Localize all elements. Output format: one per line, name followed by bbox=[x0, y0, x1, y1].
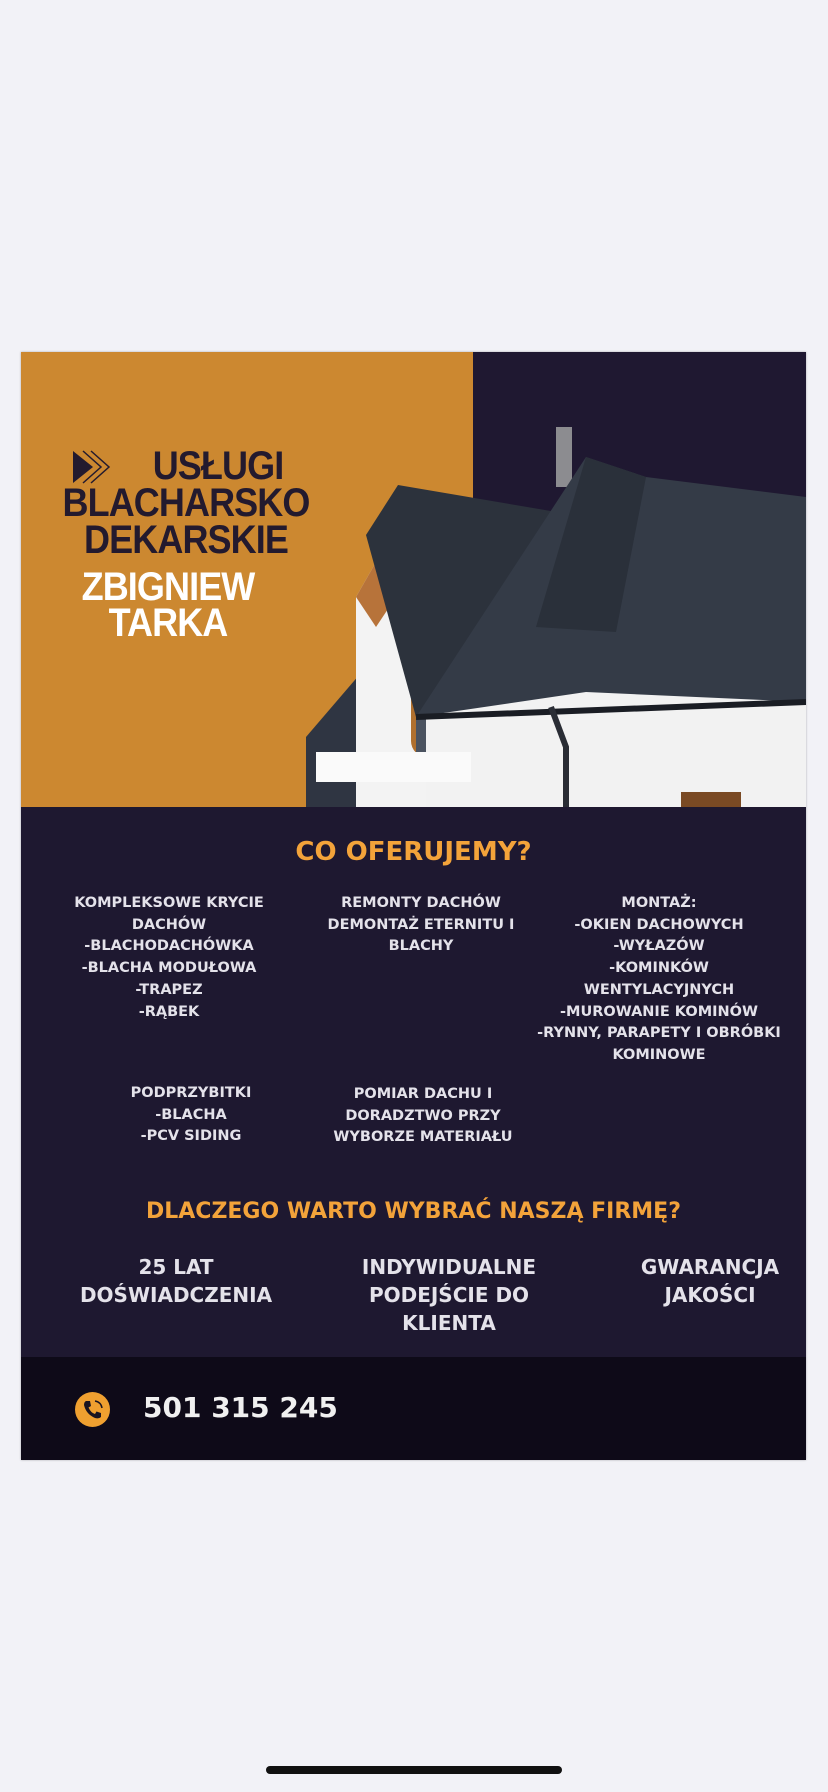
offer-line: -RĄBEK bbox=[138, 1003, 200, 1020]
home-indicator[interactable] bbox=[266, 1766, 562, 1774]
offer-line: -TRAPEZ bbox=[135, 981, 203, 998]
offer-line: -MUROWANIE KOMINÓW bbox=[560, 1003, 758, 1020]
offer-item-roofing bbox=[44, 893, 294, 1023]
offer-line: -BLACHODACHÓWKA bbox=[84, 938, 254, 955]
why-line: DOŚWIADCZENIA bbox=[79, 1283, 273, 1307]
phone-icon bbox=[75, 1392, 110, 1427]
offer-line: -KOMINKÓW bbox=[609, 960, 709, 977]
why-line: GWARANCJA bbox=[640, 1255, 780, 1279]
why-line: KLIENTA bbox=[402, 1311, 496, 1335]
offer-line: -WYŁAZÓW bbox=[613, 938, 705, 955]
offer-line: -PCV SIDING bbox=[140, 1128, 242, 1145]
why-item-experience bbox=[56, 1253, 296, 1309]
offer-line: WENTYLACYJNYCH bbox=[583, 981, 735, 998]
offer-line: PODPRZYBITKI bbox=[130, 1085, 252, 1101]
offer-line: -BLACHA MODUŁOWA bbox=[81, 960, 257, 977]
offer-heading: CO OFERUJEMY? bbox=[295, 837, 532, 867]
house-image bbox=[306, 417, 806, 807]
offer-item-repairs bbox=[296, 893, 546, 958]
why-item-individual bbox=[329, 1253, 569, 1337]
offer-line: DEMONTAŻ ETERNITU I bbox=[327, 916, 515, 933]
offer-line: REMONTY DACHÓW bbox=[341, 895, 501, 911]
offer-item-installation bbox=[524, 893, 794, 1067]
phone-number[interactable]: 501 315 245 bbox=[143, 1391, 338, 1424]
owner-last-name: TARKA bbox=[108, 601, 228, 645]
offer-line: KOMPLEKSOWE KRYCIE bbox=[74, 895, 264, 911]
offer-item-soffits bbox=[66, 1083, 316, 1148]
offer-item-measurement bbox=[298, 1084, 548, 1149]
why-line: JAKOŚCI bbox=[664, 1283, 756, 1307]
title-line-1: USŁUGI bbox=[152, 444, 284, 488]
title-line-2: BLACHARSKO bbox=[62, 481, 310, 525]
offer-line: DORADZTWO PRZY bbox=[345, 1107, 501, 1124]
offer-line: MONTAŻ: bbox=[621, 895, 697, 911]
why-line: 25 LAT bbox=[138, 1255, 214, 1279]
owner-first-name: ZBIGNIEW bbox=[81, 565, 255, 609]
offer-line: WYBORZE MATERIAŁU bbox=[333, 1129, 513, 1146]
offer-line: -BLACHA bbox=[155, 1106, 227, 1123]
offer-line: POMIAR DACHU I bbox=[353, 1086, 493, 1102]
offer-line: KOMINOWE bbox=[612, 1046, 706, 1063]
why-line: INDYWIDUALNE bbox=[361, 1255, 537, 1279]
offer-line: -RYNNY, PARAPETY I OBRÓBKI bbox=[537, 1025, 781, 1042]
flyer bbox=[21, 352, 806, 1460]
why-line: PODEJŚCIE DO bbox=[368, 1283, 530, 1307]
offer-line: BLACHY bbox=[388, 938, 454, 955]
offer-line: DACHÓW bbox=[131, 916, 207, 933]
title-line-3: DEKARSKIE bbox=[84, 518, 288, 562]
why-heading: DLACZEGO WARTO WYBRAĆ NASZĄ FIRMĘ? bbox=[146, 1199, 681, 1224]
why-item-guarantee bbox=[590, 1253, 806, 1309]
offer-line: -OKIEN DACHOWYCH bbox=[574, 916, 744, 933]
contact-footer bbox=[21, 1357, 806, 1460]
